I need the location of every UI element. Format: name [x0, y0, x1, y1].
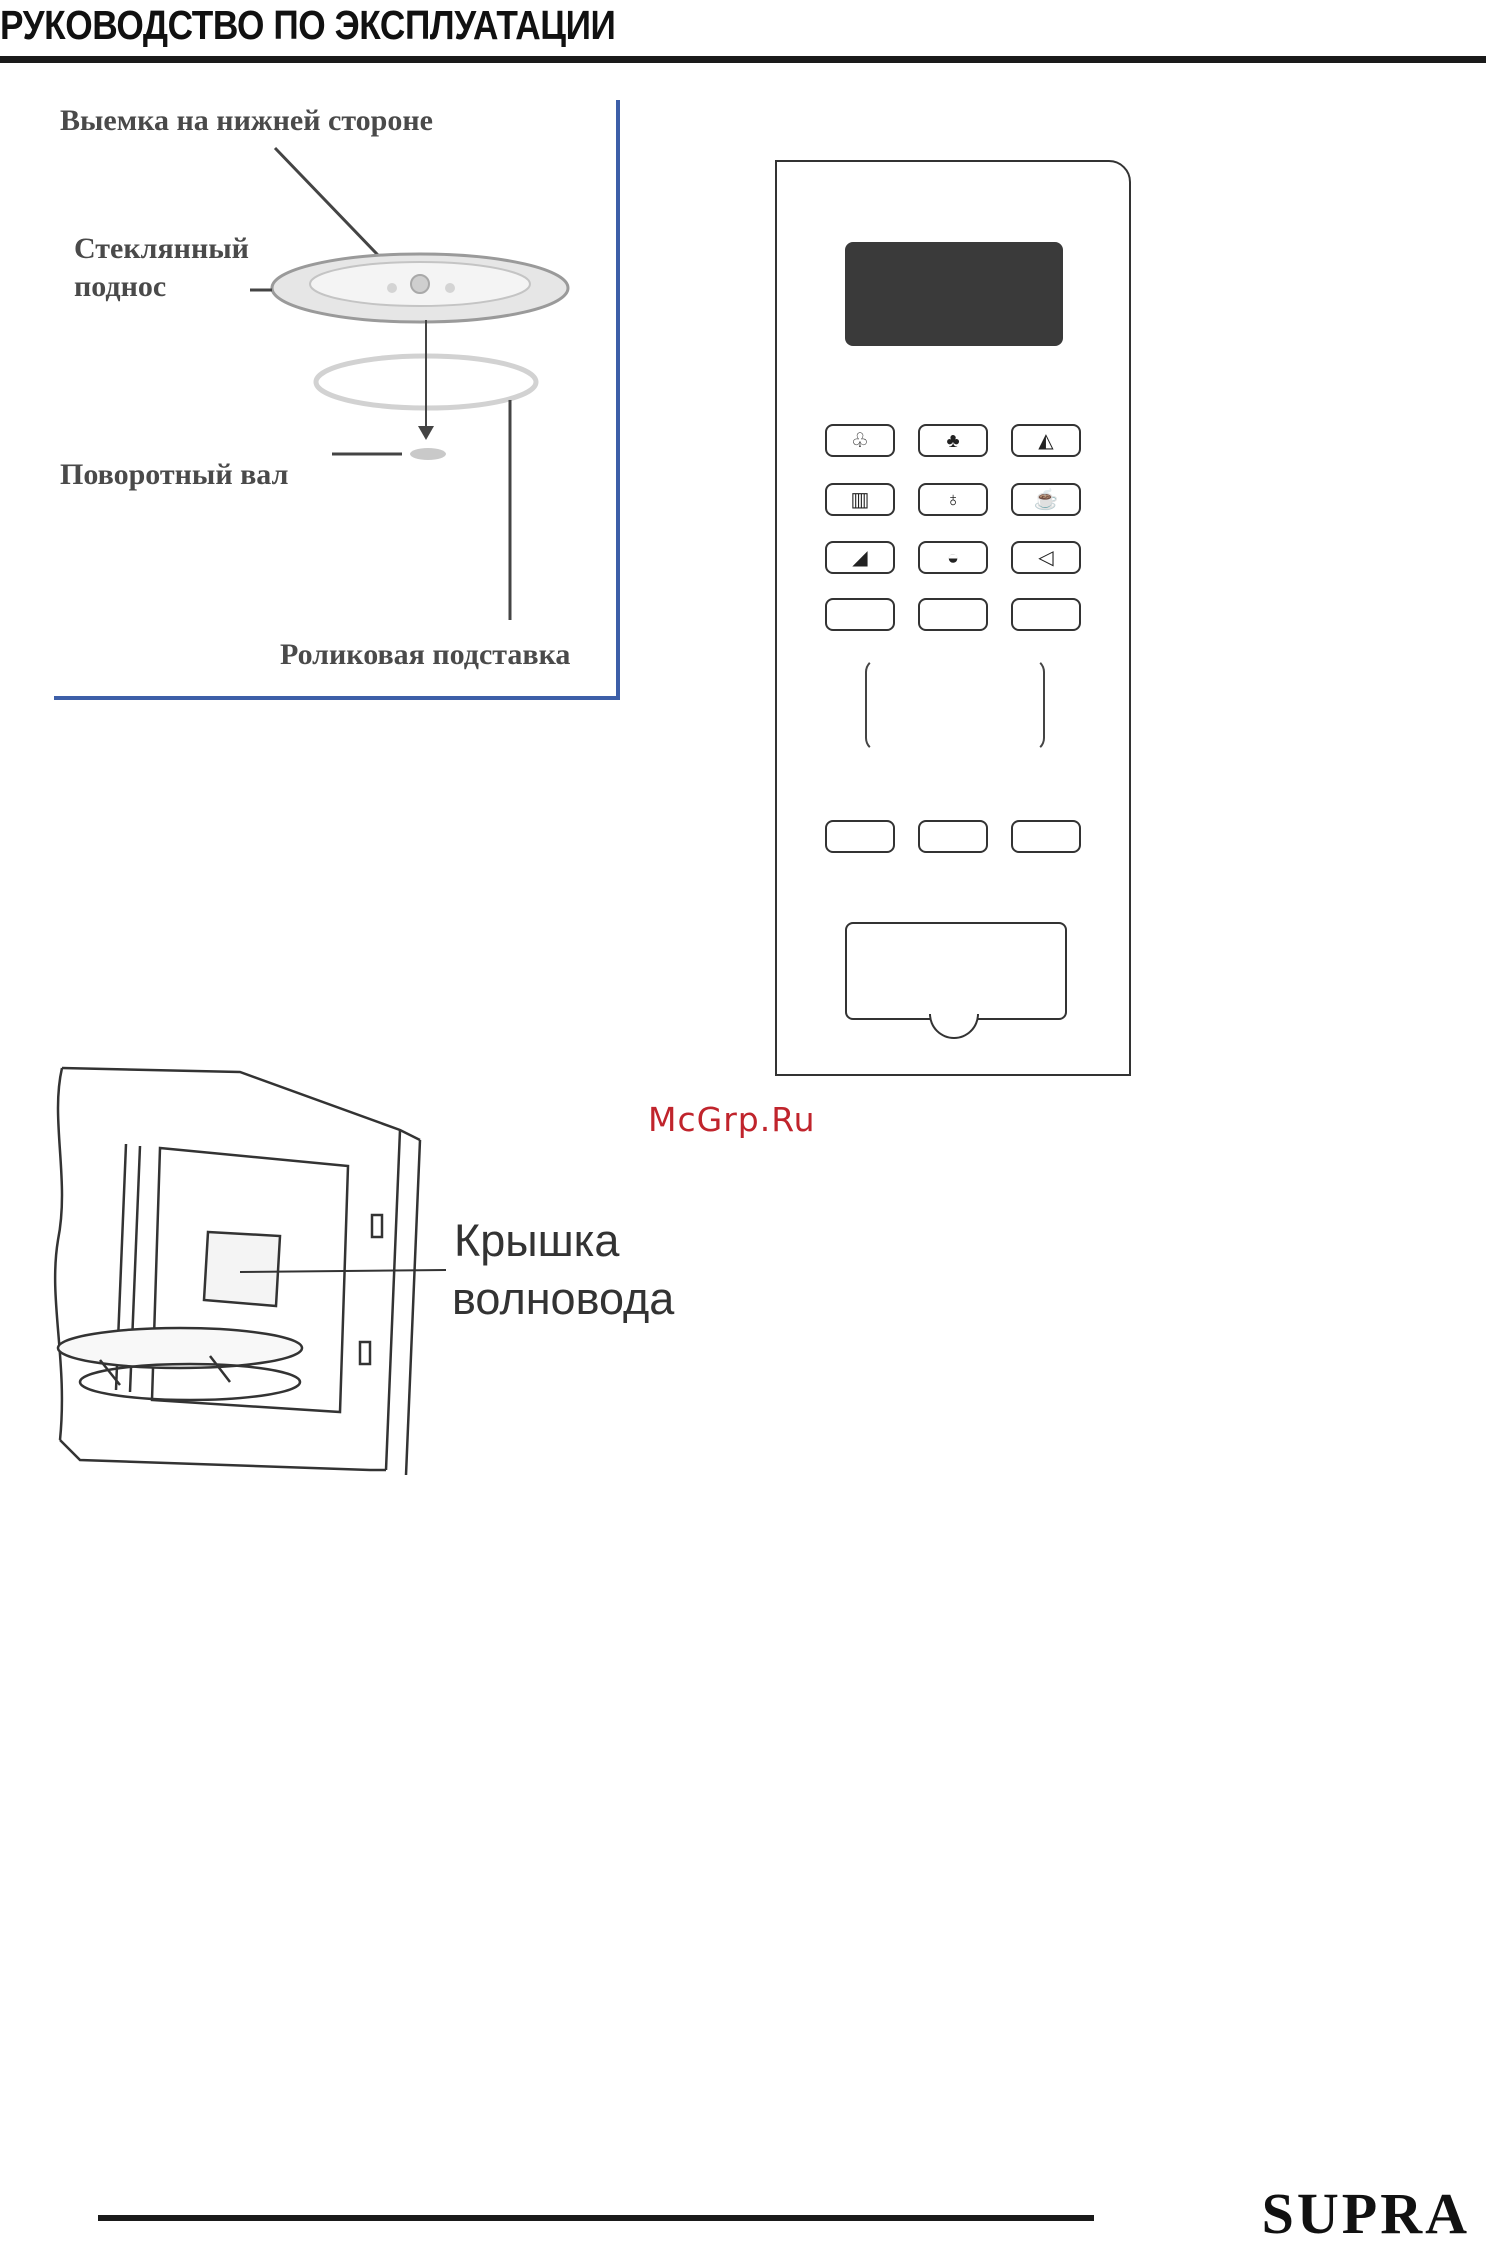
chicken-leg-icon: ♁ — [945, 488, 961, 511]
control-panel — [775, 160, 1131, 1076]
figure-frame-right — [616, 100, 620, 700]
watermark: McGrp.Ru — [648, 1100, 816, 1139]
plate-meal-icon: ◒ — [946, 546, 960, 569]
plate-meal-button[interactable] — [918, 541, 988, 574]
cake-button[interactable] — [825, 541, 895, 574]
vegetables-icon: ♣ — [946, 429, 960, 452]
roller-ring-label: Роликовая подставка — [280, 638, 571, 671]
potato-icon: ♧ — [851, 429, 869, 452]
control-dial[interactable] — [865, 658, 1045, 752]
waveguide-label-line2: волновода — [452, 1273, 675, 1324]
coffee-cup-button[interactable] — [1011, 483, 1081, 516]
function-button-3[interactable] — [1011, 598, 1081, 631]
glass-tray-label-line1: Стеклянный — [74, 232, 249, 265]
page-title: РУКОВОДСТВО ПО ЭКСПЛУАТАЦИИ — [0, 2, 616, 48]
fish-button[interactable] — [1011, 541, 1081, 574]
function-button-5[interactable] — [918, 820, 988, 853]
shaft-label: Поворотный вал — [60, 458, 289, 491]
function-button-1[interactable] — [825, 598, 895, 631]
glass-tray-label-line2: поднос — [74, 270, 167, 303]
vegetables-button[interactable] — [918, 424, 988, 457]
chicken-leg-button[interactable] — [918, 483, 988, 516]
oven-interior-figure — [40, 1060, 720, 1490]
fish-icon: ◁ — [1038, 546, 1054, 569]
turntable-illustration — [40, 100, 620, 700]
potato-button[interactable] — [825, 424, 895, 457]
popcorn-icon: ▥ — [850, 488, 870, 511]
popcorn-button[interactable] — [825, 483, 895, 516]
oven-illustration — [40, 1060, 460, 1490]
figure-frame-bottom — [54, 696, 620, 700]
function-button-2[interactable] — [918, 598, 988, 631]
door-button-notch — [929, 1014, 979, 1039]
footer-rule — [98, 2215, 1094, 2221]
recess-label: Выемка на нижней стороне — [60, 104, 433, 137]
function-button-6[interactable] — [1011, 820, 1081, 853]
turntable-figure — [40, 100, 620, 700]
waveguide-label-line1: Крышка — [454, 1215, 620, 1266]
pizza-icon: ◭ — [1038, 429, 1054, 452]
function-button-4[interactable] — [825, 820, 895, 853]
header-rule — [0, 56, 1486, 63]
cake-icon: ◢ — [852, 546, 868, 569]
coffee-cup-icon: ☕ — [1033, 488, 1059, 511]
door-open-button[interactable] — [845, 922, 1067, 1020]
display-screen — [845, 242, 1063, 346]
brand-logo: SUPRA — [1261, 2181, 1470, 2246]
pizza-button[interactable] — [1011, 424, 1081, 457]
